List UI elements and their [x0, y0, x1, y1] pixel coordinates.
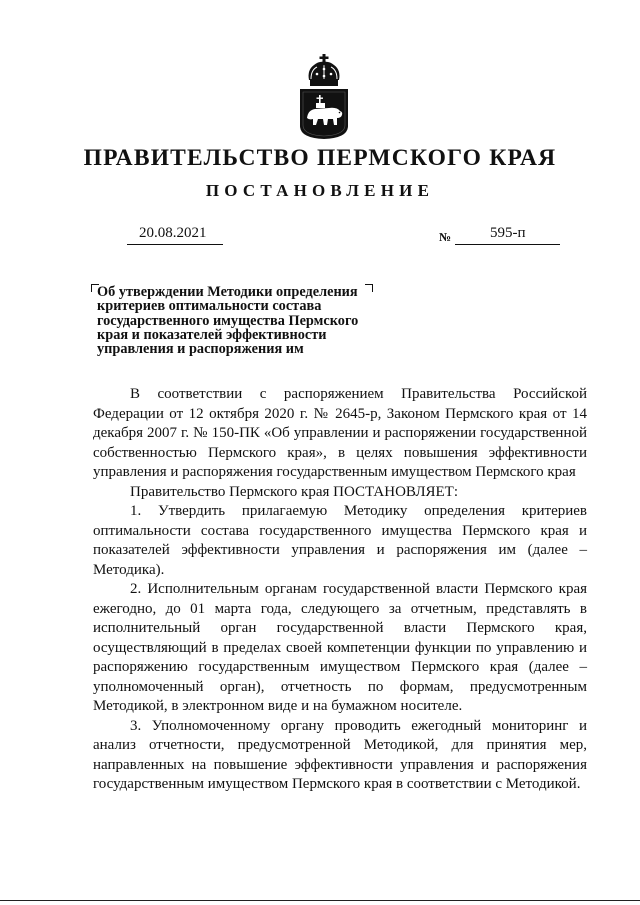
document-date: 20.08.2021 — [139, 225, 207, 241]
number-field — [455, 225, 560, 245]
date-field — [127, 225, 223, 245]
subject-line: управления и распоряжения им — [97, 341, 304, 358]
clause-paragraph: 3. Уполномоченному органу проводить ежегодный мониторинг и анализ отчетности, предусмотренной Методикой, для принятия мер, направленных на повышение эффективности управления и распоряжения государственным имуществом Пермского края в соответствии с Методикой. — [93, 717, 587, 792]
crown-icon — [309, 54, 340, 86]
document-subject — [97, 285, 397, 356]
subject-line: государственного имущества Пермского — [97, 312, 359, 329]
resolution-paragraph: Правительство Пермского края ПОСТАНОВЛЯЕТ: — [130, 483, 459, 500]
document-body — [93, 385, 587, 795]
document-number: 595-п — [490, 225, 526, 241]
subject-line: Об утверждении Методики определения — [97, 284, 358, 300]
subject-line: критериев оптимальности состава — [97, 298, 322, 315]
page-bottom-rule — [0, 900, 640, 901]
clause-paragraph: 2. Исполнительным органам государственной власти Пермского края ежегодно, до 01 марта года, следующего за отчетным, представлять в исполнительный орган государственной власти Пермского края, осуществляющий в пределах своей компетенции функции по управлению и распоряжению государственным имуществом Пермского края (далее – уполномоченный орган), отчетность по формам, предусмотренным Методикой, в электронном виде и на бумажном носителе. — [93, 581, 587, 714]
coat-of-arms-icon — [297, 52, 351, 140]
document-type: ПОСТАНОВЛЕНИЕ — [205, 181, 435, 200]
preamble-paragraph: В соответствии с распоряжением Правительства Российской Федерации от 12 октября 2020 г. № 2645-р, Законом Пермского края от 14 декабря 2007 г. № 150-ПК «Об управлении и распоряжении государственной собственностью Пермского края», в целях повышения эффективности управления и распоряжения государственным имуществом Пермского края — [93, 386, 587, 480]
clause-paragraph: 1. Утвердить прилагаемую Методику определения критериев оптимальности состава государственного имущества Пермского края и показателей эффективности управления и распоряжения им (далее – Методика). — [93, 503, 587, 578]
number-sign: № — [439, 230, 452, 244]
government-title: ПРАВИТЕЛЬСТВО ПЕРМСКОГО КРАЯ — [83, 145, 557, 171]
subject-line: края и показателей эффективности — [97, 326, 327, 343]
